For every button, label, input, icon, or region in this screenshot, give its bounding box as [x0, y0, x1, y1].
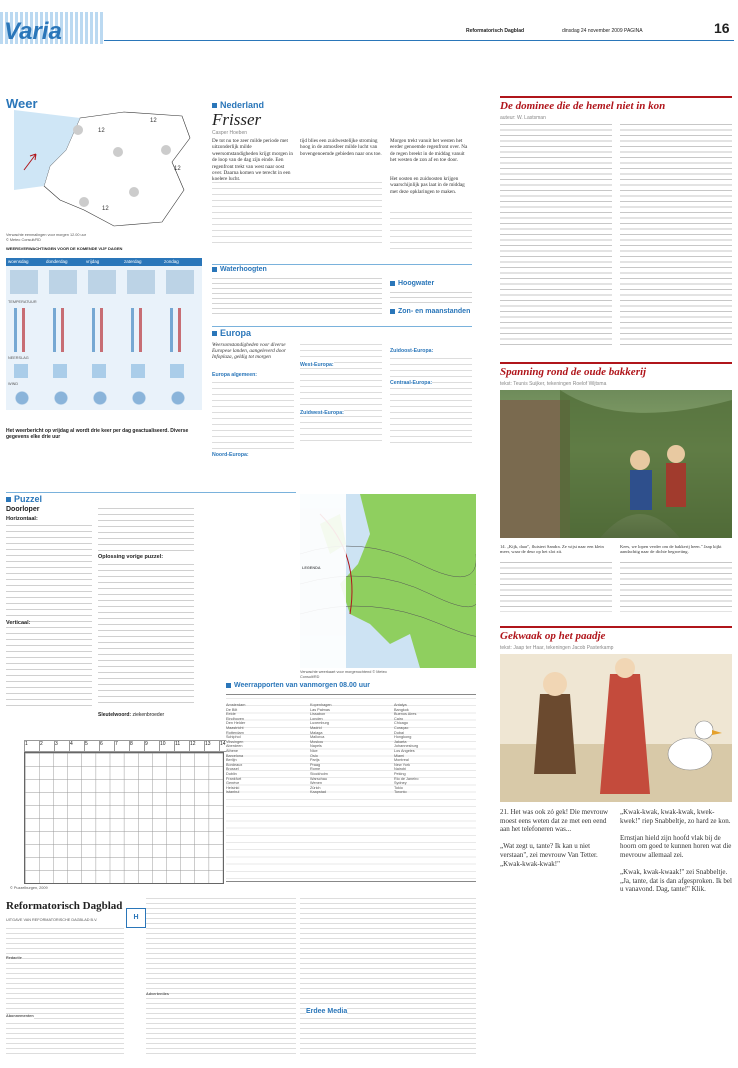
day-label: donderdag — [46, 259, 68, 264]
date — [562, 28, 643, 34]
footer — [6, 896, 476, 1060]
footer-col1 — [6, 926, 124, 1056]
article2-col2 — [620, 560, 732, 612]
city: Brussel — [226, 767, 239, 772]
city: Zürich — [310, 785, 321, 790]
city: Frankfurt — [226, 776, 242, 781]
city: Johannesburg — [394, 744, 419, 749]
europa-h6: Centraal-Europa: — [390, 380, 433, 386]
forecast-panel — [6, 258, 202, 410]
city: Aberdeen — [226, 744, 243, 749]
hoogwater-tag: Hoogwater — [390, 280, 434, 287]
europa-h5: Zuidoost-Europa: — [390, 348, 434, 354]
europa-h4: Zuidwest-Europa: — [300, 410, 344, 416]
city: Berlijn — [226, 758, 237, 763]
duck-figure — [668, 738, 712, 770]
rain-bars — [14, 364, 194, 378]
city: Nairobi — [394, 767, 407, 772]
grid-num: 10 — [160, 741, 175, 752]
city: Istanbul — [226, 790, 240, 795]
puzzle-credit: © Puzzelburgen, 2009 — [10, 886, 48, 890]
netherlands-map — [14, 110, 200, 230]
map-credit: © Meteo Consult/RD — [6, 238, 41, 242]
puzzle-grid[interactable] — [10, 740, 235, 891]
nederland-author: Casper Hoeben — [212, 130, 248, 136]
erdee-logo: Erdee Media — [306, 1008, 348, 1015]
weather-title: Weer — [6, 96, 38, 111]
nederland-col4: Het oosten en zuidoosten krijgen waarschijnlijk pas laat in de middag met deze opklaringen te maken. — [390, 176, 465, 195]
city: Parijs — [310, 758, 320, 763]
weather-symbol — [161, 145, 171, 155]
temp-bars — [14, 308, 194, 352]
article3-byline: tekst: Jaap ter Haar, tekeningen Jacob Pasterkamp — [500, 645, 614, 651]
grid-num: 12 — [190, 741, 205, 752]
day-label: vrijdag — [86, 259, 100, 264]
city: Tokio — [394, 785, 403, 790]
grid-num: 3 — [55, 741, 70, 752]
duck-illustration — [500, 654, 732, 802]
grid-num: 9 — [145, 741, 160, 752]
city: New York — [394, 762, 411, 767]
europa-tag: Europa — [212, 328, 251, 338]
grid-num: 14 — [220, 741, 235, 752]
grid-num: 7 — [115, 741, 130, 752]
city: Barcelona — [226, 753, 244, 758]
map-temp: 12 — [98, 128, 105, 134]
duck-head — [695, 721, 713, 739]
row-label: NEERSLAG — [8, 356, 29, 360]
map-caption: Verwachte eenmalingen voor morgen 12.00 uur — [6, 233, 86, 237]
europa-h1: Europa algemeen: — [212, 372, 257, 378]
city: Madrid — [310, 725, 322, 730]
article3-col1: 21. Het was ook zó gek! Die mevrouw moest eens weten dat ze met een eend aan het telefoneren was... „Wat zegt u, tante? Ik kan u niet verstaan", zei mevrouw Van Tetter. „Kwak-kwak-kwak!" — [500, 808, 609, 868]
city: Los Angeles — [394, 748, 415, 753]
grid-num: 1 — [25, 741, 40, 752]
city: Eindhoven — [226, 716, 244, 721]
masthead — [0, 0, 738, 48]
city: Maastricht — [226, 725, 244, 730]
day-label: woensdag — [8, 259, 29, 264]
puzzel-clues — [6, 523, 92, 711]
city: Curaçao — [394, 725, 409, 730]
city: Schiphol — [226, 735, 241, 740]
city: Mallorca — [310, 735, 325, 740]
divider — [6, 492, 296, 493]
section-title: Varia — [4, 18, 62, 45]
grid-num: 5 — [85, 741, 100, 752]
city: Athene — [226, 748, 239, 753]
day-label: zaterdag — [124, 259, 142, 264]
map-temp: 12 — [102, 206, 109, 212]
article3-col2: „Kwak-kwak, kwak-kwak, kwek-kwek!" riep Snabbeltje, zo hard ze kon. Ernstjan hield zijn hoofd vlak bij de hoorn om goed te kunnen horen wat die mevrouw allemaal zei. „Kwak, kwak-kwaak!" zei Snabbeltje. „Ja, tante, dat is dan afgesproken. Ik bel u vanavond. Dag, tante!" Klik. — [620, 808, 732, 894]
masthead-rule — [104, 40, 734, 41]
row-label: TEMPERATUUR — [8, 300, 37, 304]
city: Vlissingen — [226, 739, 244, 744]
red-rule — [500, 362, 732, 364]
city: Miami — [394, 753, 405, 758]
city: Warschau — [310, 776, 327, 781]
boy-figure — [534, 694, 576, 774]
puzzel-solution-head: Oplossing vorige puzzel: — [98, 554, 164, 560]
article1-byline: auteur: W. Lastsman — [500, 115, 546, 121]
city-col-2 — [310, 703, 332, 795]
city: Genève — [226, 781, 240, 786]
nederland-title: Frisser — [212, 110, 262, 129]
europa-h3: West-Europa: — [300, 362, 334, 368]
city: Lissabon — [310, 712, 326, 717]
child-figure — [667, 445, 685, 463]
city: Antalya — [394, 703, 407, 707]
city: Toronto — [394, 790, 407, 795]
article1-col1 — [500, 122, 612, 348]
grid-num: 2 — [40, 741, 55, 752]
filler-text — [390, 210, 472, 254]
city: Oslo — [310, 753, 318, 758]
nederland-tag: Nederland — [212, 100, 264, 110]
sleutel-label: Sleutelwoord: — [98, 712, 132, 718]
footer-redactie: Redactie — [6, 956, 22, 960]
weather-symbol — [113, 147, 123, 157]
nederland-col2: tijd blies een zuidwestelijke stroming hoog in de atmosfeer milde lucht van bovengenoemde gebieden naar ons toe. — [300, 138, 382, 157]
legend-title: LEGENDA — [302, 566, 321, 570]
europa-col1 — [212, 380, 294, 450]
puzzle-number-row — [24, 740, 235, 752]
weather-symbol — [73, 125, 83, 135]
row-label: WIND — [8, 382, 19, 386]
city-col-1 — [226, 703, 245, 795]
city: Bordeaux — [226, 762, 243, 767]
city: Rome — [310, 767, 321, 772]
city: Malaga — [310, 730, 323, 735]
city: Londen — [310, 716, 323, 721]
article3-title: Gekwaak op het paadje — [500, 630, 606, 642]
city: Dubai — [394, 730, 404, 735]
footer-advertenties: Advertenties — [146, 992, 170, 996]
puzzel-solution — [98, 562, 194, 708]
city: Wenen — [310, 781, 322, 786]
weerrapporten-title: Weerrapporten van vanmorgen 08.00 uur — [226, 682, 370, 689]
footer-sub: UITGAVE VAN REFORMATORISCHE DAGBLAD B.V. — [6, 918, 98, 922]
child-figure — [630, 450, 650, 470]
footer-col2 — [146, 896, 296, 1056]
forecast-days — [6, 258, 202, 266]
nederland-col1: De tot nu toe zeer milde periode met uitzonderlijk milde weersomstandigheden krijgt morgen in de loop van de dag zijn einde. Een regenfront trekt van west naar oost over. Daarna komen we terecht in een — [212, 138, 294, 177]
land — [340, 494, 476, 668]
sleutel-value: ziekenbroeder — [132, 712, 165, 718]
article2-title: Spanning rond de oude bakkerij — [500, 366, 647, 378]
city: Montreal — [394, 758, 409, 763]
europa-intro: Weersomstandigheden voor diverse Europese landen, aangeleverd door Infoplaza, geldig tot morgen — [212, 342, 286, 361]
nederland-col3: Morgen trekt vanuit het westen het eerder genoemde regenfront over. Na de regen breekt in de middag vanuit het westen de zon af en toe door. — [390, 138, 468, 164]
water-table — [212, 276, 382, 318]
filler-text — [212, 180, 382, 248]
child-figure-body — [666, 463, 686, 507]
map-legend-box — [300, 494, 346, 668]
city: Rotterdam — [226, 730, 244, 735]
boy-head — [543, 672, 567, 696]
divider — [212, 264, 472, 265]
city: Kopenhagen — [310, 703, 332, 707]
city: Eelde — [226, 712, 236, 717]
city: Las Palmas — [310, 707, 330, 712]
city: Buenos Aires — [394, 712, 417, 717]
red-rule — [500, 96, 732, 98]
europe-map — [300, 494, 476, 668]
city: Peking — [394, 771, 406, 776]
europa-h2: Noord-Europa: — [212, 452, 249, 458]
city: Luxemburg — [310, 721, 329, 726]
europa-col2 — [300, 342, 382, 442]
europa-col3 — [390, 356, 472, 446]
grid-num: 8 — [130, 741, 145, 752]
article2-byline: tekst: Teunis Suijker, tekeningen Roelof Wijtsma — [500, 381, 607, 387]
grid-body[interactable] — [24, 752, 224, 884]
footer-logo: Reformatorisch Dagblad — [6, 900, 123, 912]
water-tag: Waterhoogten — [212, 266, 267, 273]
city: Praag — [310, 762, 321, 767]
sleutelwoord — [98, 712, 164, 718]
city: Kaapstad — [310, 790, 327, 795]
article2-caption1: 14. „Kijk, daar", fluistert Sandra. Ze wijst naar een klein meer, waar de deur op het slot zit. — [500, 544, 604, 555]
city: Moskou — [310, 739, 324, 744]
weather-symbol — [129, 187, 139, 197]
article1-title: De dominee die de hemel niet in kon — [500, 100, 666, 112]
city: Nice — [310, 748, 318, 753]
puzzel-horiz-head: Horizontaal: — [6, 516, 38, 522]
map-temp: 12 — [150, 118, 157, 124]
grid-num: 13 — [205, 741, 220, 752]
date-text: dinsdag 24 november 2009 — [562, 28, 623, 34]
footer-col3 — [300, 896, 476, 1056]
page-label: PAGINA — [624, 28, 643, 34]
city: De Bilt — [226, 707, 238, 712]
duck-scene — [500, 654, 732, 802]
city: Napels — [310, 744, 322, 749]
puzzel-tag: Puzzel — [6, 494, 42, 504]
map-temp: 12 — [174, 166, 181, 172]
article2-caption2: Kees, we lopen verder om de bakkerij heen." Jaap kijkt aandachtig naar de dichte begroeiing. — [620, 544, 722, 555]
city: Helsinki — [226, 785, 240, 790]
city: Jakarta — [394, 739, 407, 744]
forecast-icons — [10, 270, 198, 294]
city: Hongkong — [394, 735, 412, 740]
city: Dublin — [226, 771, 237, 776]
puzzel-title: Doorloper — [6, 506, 40, 513]
grid-num: 11 — [175, 741, 190, 752]
weather-note: Het weerbericht op vrijdag al wordt drie keer per dag geactualiseerd. Diverse gegevens elke drie uur — [6, 428, 189, 440]
paper-name: Reformatorisch Dagblad — [466, 28, 525, 34]
hip-logo: H — [126, 908, 146, 928]
weerrapporten-table — [226, 694, 476, 882]
bakery-illustration — [500, 390, 732, 538]
red-rule — [500, 626, 732, 628]
city: Bangkok — [394, 707, 409, 712]
grid-num: 6 — [100, 741, 115, 752]
city: Den Helder — [226, 721, 246, 726]
puzzel-clues2 — [98, 506, 194, 552]
grid-num: 4 — [70, 741, 85, 752]
city: Cairo — [394, 716, 404, 721]
city: Stockholm — [310, 771, 328, 776]
article2-col1 — [500, 560, 612, 612]
day-label: zondag — [164, 259, 179, 264]
city: Chicago — [394, 721, 408, 726]
footer-abonnementen: Abonnementen — [6, 1014, 34, 1018]
article1-col2 — [620, 122, 732, 348]
child-figure-body — [630, 470, 652, 510]
europe-map-caption: Verwachte weerkaart voor morgenochtend © Meteo Consult/RD — [300, 670, 387, 679]
zon-tag: Zon- en maanstanden — [390, 308, 470, 315]
shed — [500, 400, 570, 538]
hoogwater-table — [390, 290, 472, 306]
bakery-scene — [500, 390, 732, 538]
page-number: 16 — [714, 20, 730, 36]
weather-symbol — [79, 197, 89, 207]
wind-circles — [14, 390, 194, 406]
woman-head — [615, 658, 635, 678]
divider — [212, 326, 472, 327]
city: Sydney — [394, 781, 407, 786]
puzzel-vert-head: Verticaal: — [6, 620, 31, 626]
forecast-title: WEERSVERWACHTINGEN VOOR DE KOMENDE VIJF DAGEN — [6, 246, 123, 251]
city: Amsterdam — [226, 703, 246, 707]
city-col-3 — [394, 703, 418, 795]
city: Rio de Janeiro — [394, 776, 419, 781]
